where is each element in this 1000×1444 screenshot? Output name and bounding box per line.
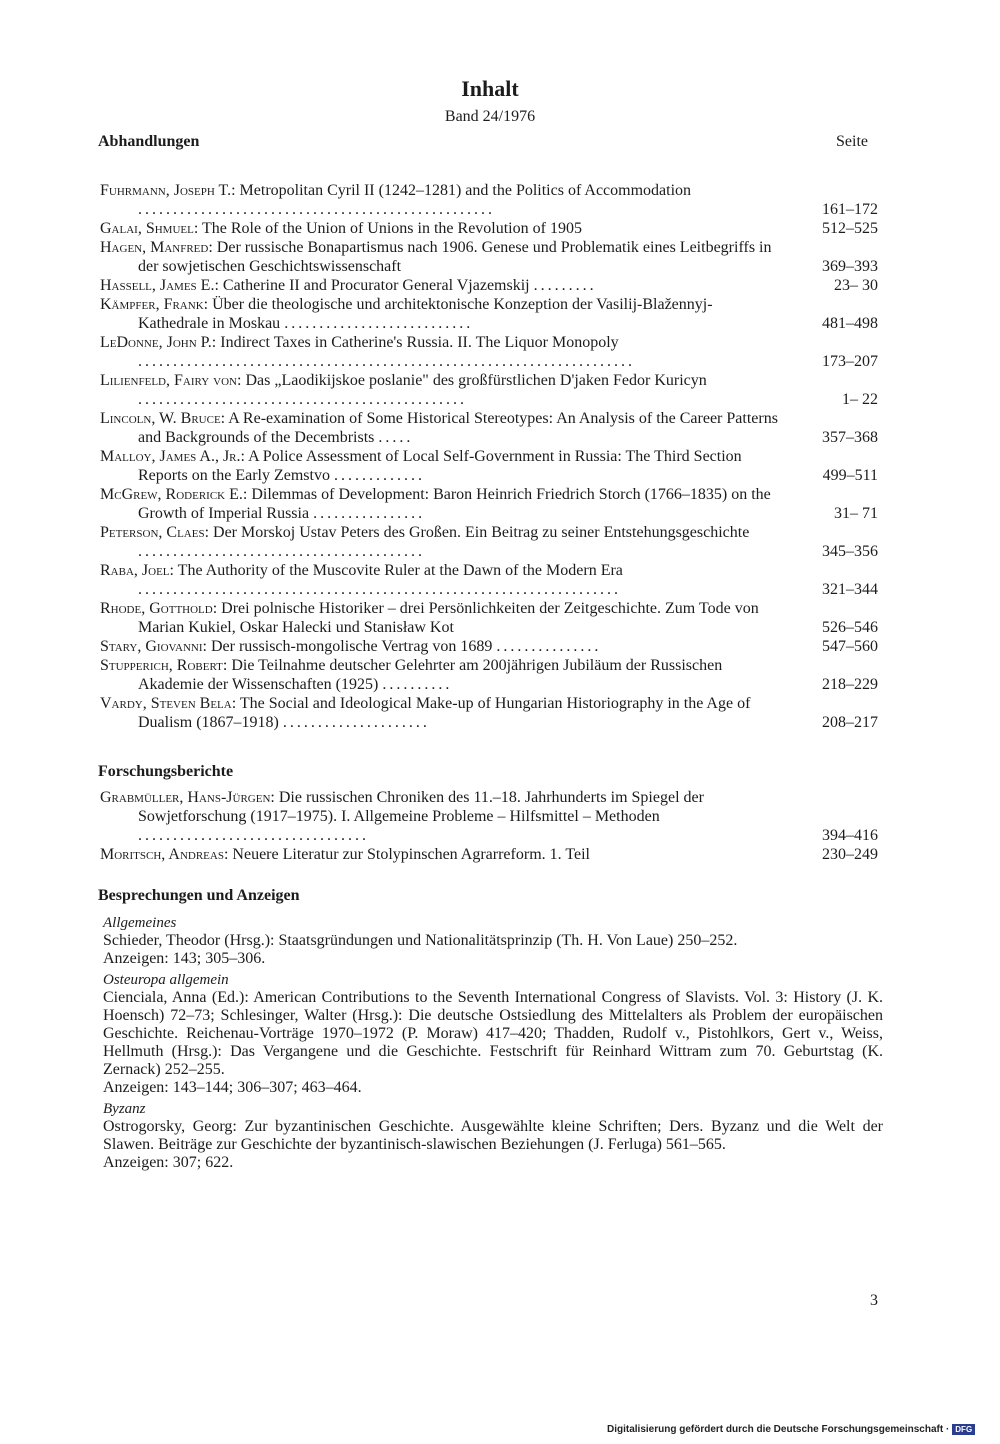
entry-pages: 23– 30 — [834, 277, 878, 294]
entry-author: Stary, Giovanni: — [100, 638, 207, 655]
review-text: Schieder, Theodor (Hrsg.): Staatsgründungen und Nationalitätsprinzip (Th. H. Von Laue) 250–252. — [103, 932, 738, 949]
toc-entry — [100, 637, 880, 656]
entry-title: The Social and Ideological Make-up of Hungarian Historiography in the Age of Dualism (1867–1918) — [138, 695, 751, 731]
abhandlungen-list — [100, 181, 880, 732]
toc-entry — [100, 845, 880, 864]
toc-entry — [100, 599, 880, 637]
page-title: Inhalt — [461, 76, 519, 101]
entry-title: Indirect Taxes in Catherine's Russia. II. The Liquor Monopoly — [220, 334, 619, 351]
entry-pages: 173–207 — [822, 353, 878, 370]
entry-title: Dilemmas of Development: Baron Heinrich Friedrich Storch (1766–1835) on the Growth of Imperial Russia — [138, 486, 771, 522]
leader-dots: ................................................... — [138, 201, 495, 218]
entry-title: Das „Laodikijskoe poslanie" des großfürstlichen D'jaken Fedor Kuricyn — [245, 372, 707, 389]
toc-entry — [100, 523, 880, 561]
seite-label: Seite — [836, 133, 868, 150]
toc-entry — [100, 333, 880, 371]
footer-credit — [607, 1424, 975, 1435]
forschungsberichte-list — [100, 788, 880, 864]
review-subheading: Allgemeines — [103, 915, 177, 931]
toc-entry — [100, 485, 880, 523]
entry-pages: 499–511 — [822, 467, 878, 484]
entry-title: Der russisch-mongolische Vertrag von 1689 — [210, 638, 493, 655]
review-subheading: Osteuropa allgemein — [103, 972, 229, 988]
entry-pages: 230–249 — [822, 846, 878, 863]
entry-pages: 1– 22 — [842, 391, 878, 408]
toc-entry — [100, 788, 880, 845]
entry-author: Raba, Joel: — [100, 562, 174, 579]
entry-title: A Police Assessment of Local Self-Government in Russia: The Third Section Reports on the Early Zemstvo — [138, 448, 742, 484]
review-anzeigen: Anzeigen: 143–144; 306–307; 463–464. — [103, 1079, 362, 1096]
entry-author: LeDonne, John P.: — [100, 334, 217, 351]
toc-entry — [100, 219, 880, 238]
entry-title: Der russische Bonapartismus nach 1906. Genese und Problematik eines Leitbegriffs in der sowjetischen Geschichtswissenschaft — [138, 239, 772, 275]
entry-title: Über die theologische und architektonische Konzeption der Vasilij-Blažennyj-Kathedrale in Moskau — [138, 296, 713, 332]
entry-pages: 369–393 — [822, 258, 878, 275]
toc-entry — [100, 694, 880, 732]
section-heading-besprechungen: Besprechungen und Anzeigen — [98, 887, 300, 904]
entry-pages: 218–229 — [822, 676, 878, 693]
entry-pages: 481–498 — [822, 315, 878, 332]
entry-title: The Authority of the Muscovite Ruler at the Dawn of the Modern Era — [177, 562, 623, 579]
page-number: 3 — [870, 1292, 878, 1309]
entry-author: Rhode, Gotthold: — [100, 600, 218, 617]
review-subheading: Byzanz — [103, 1101, 146, 1117]
review-section — [103, 971, 883, 1097]
entry-pages: 345–356 — [822, 543, 878, 560]
entry-title: Drei polnische Historiker – drei Persönlichkeiten der Zeitgeschichte. Zum Tode von Marian Kukiel, Oskar Halecki und Stanisław Kot — [138, 600, 759, 636]
leader-dots: ......................................... — [138, 543, 425, 560]
entry-title: Catherine II and Procurator General Vjazemskij — [222, 277, 530, 294]
entry-author: Hassell, James E.: — [100, 277, 219, 294]
entry-title: Die russischen Chroniken des 11.–18. Jahrhunderts im Spiegel der Sowjetforschung (1917–1975). I. Allgemeine Probleme – Hilfsmittel – Methoden — [138, 789, 704, 825]
entry-title: Der Morskoj Ustav Peters des Großen. Ein Beitrag zu seiner Entstehungsgeschichte — [213, 524, 750, 541]
entry-author: Moritsch, Andreas: — [100, 846, 229, 863]
leader-dots: ............................................... — [138, 391, 467, 408]
leader-dots: ..................... — [282, 714, 430, 731]
entry-title: The Role of the Union of Unions in the Revolution of 1905 — [202, 220, 582, 237]
volume-label: Band 24/1976 — [444, 108, 536, 125]
dfg-logo-icon: DFG — [952, 1424, 975, 1435]
review-anzeigen: Anzeigen: 307; 622. — [103, 1154, 234, 1171]
leader-dots: ........................... — [284, 315, 474, 332]
entry-pages: 321–344 — [822, 581, 878, 598]
entry-title: A Re-examination of Some Historical Stereotypes: An Analysis of the Career Patterns and Backgrounds of the Decembrists — [138, 410, 778, 446]
leader-dots: ............. — [333, 467, 425, 484]
entry-author: Malloy, James A., Jr.: — [100, 448, 245, 465]
toc-entry — [100, 181, 880, 219]
leader-dots: ................ — [313, 505, 426, 522]
entry-author: Lincoln, W. Bruce: — [100, 410, 226, 427]
toc-entry — [100, 447, 880, 485]
toc-entry — [100, 561, 880, 599]
toc-entry — [100, 238, 880, 276]
entry-author: Fuhrmann, Joseph T.: — [100, 182, 236, 199]
toc-entry — [100, 371, 880, 409]
entry-pages: 512–525 — [822, 220, 878, 237]
leader-dots: .......... — [382, 676, 453, 693]
leader-dots: ............... — [496, 638, 602, 655]
besprechungen-list — [103, 914, 883, 1175]
entry-pages: 357–368 — [822, 429, 878, 446]
review-text: Cienciala, Anna (Ed.): American Contributions to the Seventh International Congress of Slavists. Vol. 3: History (J. K. Hoensch) 72–73; Schlesinger, Walter (Hrsg.): Die deutsche Ostsiedlung des Mittelalters als Problem der europäischen Geschichte. Reichenau-Vorträge 1970–1972 (P. Moraw) 417–420; Thadden, Rudolf v., Pistohlkors, Gert v., Weiss, Hellmuth (Hrsg.): Das Vergangene und die Geschichte. Festschrift für Reinhard Wittram zum 70. Geburtstag (K. Zernack) 252–255. — [103, 989, 883, 1078]
entry-pages: 208–217 — [822, 714, 878, 731]
review-anzeigen: Anzeigen: 143; 305–306. — [103, 950, 266, 967]
toc-entry — [100, 656, 880, 694]
entry-title: Metropolitan Cyril II (1242–1281) and the Politics of Accommodation — [239, 182, 692, 199]
entry-pages: 394–416 — [822, 827, 878, 844]
entry-pages: 547–560 — [822, 638, 878, 655]
toc-entry — [100, 276, 880, 295]
entry-author: Lilienfeld, Fairy von: — [100, 372, 242, 389]
entry-title: Die Teilnahme deutscher Gelehrter am 200jährigen Jubiläum der Russischen Akademie der Wissenschaften (1925) — [138, 657, 723, 693]
section-heading-abhandlungen: Abhandlungen — [98, 133, 200, 150]
entry-author: McGrew, Roderick E.: — [100, 486, 248, 503]
entry-author: Grabmüller, Hans-Jürgen: — [100, 789, 275, 806]
section-heading-forschungsberichte: Forschungsberichte — [98, 763, 234, 780]
leader-dots: ......... — [533, 277, 597, 294]
toc-entry — [100, 295, 880, 333]
review-section — [103, 1100, 883, 1172]
entry-author: Kämpfer, Frank: — [100, 296, 209, 313]
entry-title: Neuere Literatur zur Stolypinschen Agrarreform. 1. Teil — [232, 846, 590, 863]
entry-pages: 526–546 — [822, 619, 878, 636]
entry-pages: 31– 71 — [834, 505, 878, 522]
entry-author: Hagen, Manfred: — [100, 239, 213, 256]
entry-author: Stupperich, Robert: — [100, 657, 228, 674]
review-section — [103, 914, 883, 968]
footer-text: Digitalisierung gefördert durch die Deutsche Forschungsgemeinschaft · — [607, 1424, 950, 1436]
entry-author: Peterson, Claes: — [100, 524, 210, 541]
leader-dots: ....................................................................... — [138, 353, 635, 370]
review-text: Ostrogorsky, Georg: Zur byzantinischen Geschichte. Ausgewählte kleine Schriften; Ders. Byzanz und die Welt der Slawen. Beiträge zur Geschichte der byzantinisch-slawischen Beziehungen (J. Ferluga) 561–565. — [103, 1118, 883, 1153]
leader-dots: ................................. — [138, 827, 369, 844]
leader-dots: ..................................................................... — [138, 581, 621, 598]
toc-entry — [100, 409, 880, 447]
leader-dots: ..... — [378, 429, 414, 446]
entry-pages: 161–172 — [822, 201, 878, 218]
entry-author: Galai, Shmuel: — [100, 220, 199, 237]
entry-author: Vardy, Steven Bela: — [100, 695, 237, 712]
